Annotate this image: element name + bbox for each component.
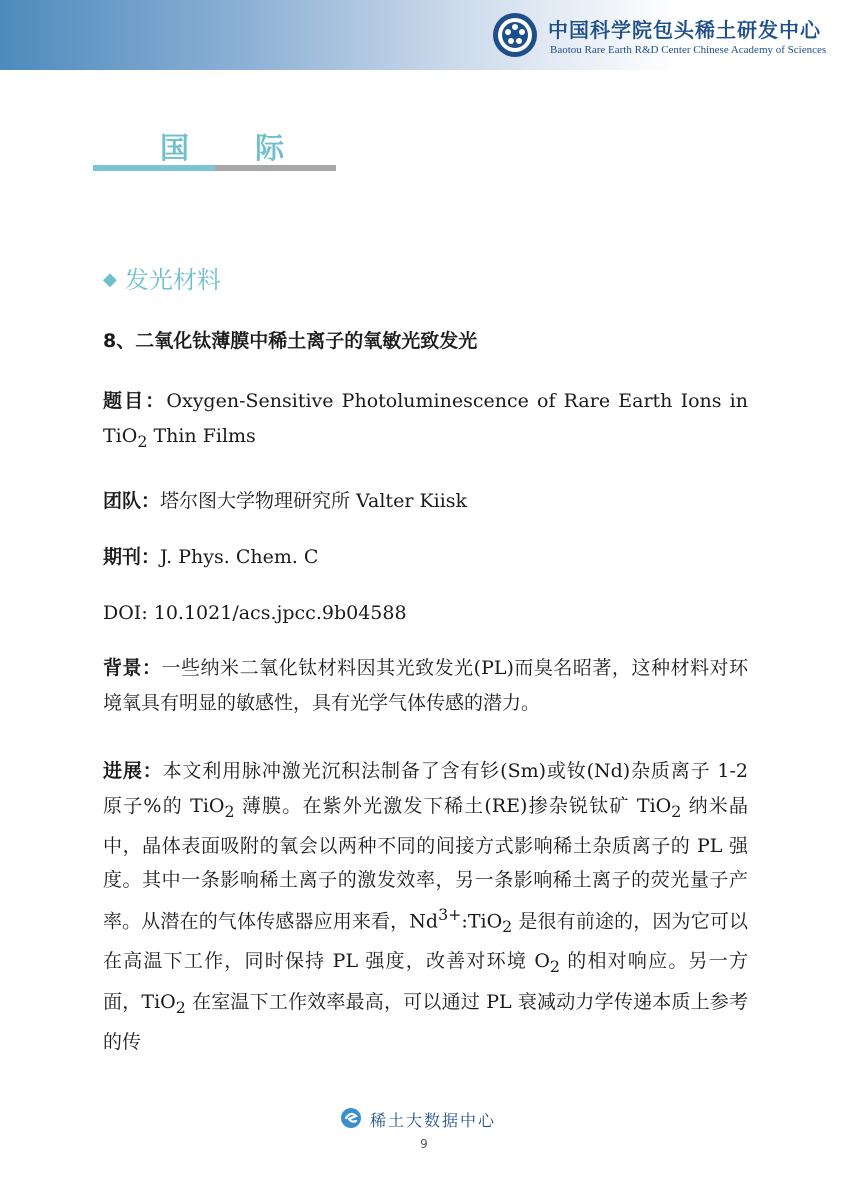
page-number: 9: [420, 1137, 428, 1151]
bigdata-logo-icon: [340, 1107, 362, 1129]
org-name-en: Baotou Rare Earth R&D Center Chinese Academy of Sciences: [550, 44, 827, 56]
subsection-title: 发光材料: [124, 266, 221, 294]
subsection-heading: [103, 260, 221, 295]
title-underline-gray: [215, 165, 336, 171]
journal-paragraph: [103, 540, 748, 575]
progress-paragraph: 进展：本文利用脉冲激光沉积法制备了含有钐(Sm)或钕(Nd)杂质离子 1-2 原子%的 TiO$_2$ 薄膜。在紫外光激发下稀土(RE)掺杂锐钛矿 TiO$_2$ 纳米晶中，晶体表面吸附的氧会以两种不同的间接方式影响稀土杂质离子的 PL 强度。其中一条影响稀土离子的激发效率，另一条影响稀土离子的荧光量子产率。从潜在的气体传感器应用来看，$Nd^{3+}:TiO_2$ 是很有前途的，因为它可以在高温下工作，同时保持 PL 强度，改善对环境 $O_2$ 的相对响应。另一方面，TiO$_2$ 在室温下工作效率最高，可以通过 PL 衰减动力学传递本质上参考的传: [103, 760, 748, 1054]
doi-paragraph: [103, 596, 748, 631]
article-title-paragraph: 题目：Oxygen-Sensitive Photoluminescence of Rare Earth Ions in TiO$_2$ Thin Films: [103, 390, 748, 451]
team-paragraph: [103, 484, 748, 519]
background-text: 一些纳米二氧化钛材料因其光致发光(PL)而臭名昭著，这种材料对环境氧具有明显的敏感性，具有光学气体传感的潜力。: [103, 657, 748, 714]
progress-label: 进展：: [103, 760, 163, 782]
team-text: 塔尔图大学物理研究所 Valter Kiisk: [160, 490, 468, 512]
doi-text: DOI: 10.1021/acs.jpcc.9b04588: [103, 602, 407, 624]
background-label: 背景：: [103, 657, 162, 679]
title-underline-accent: [93, 165, 215, 171]
team-label: 团队：: [103, 490, 161, 512]
journal-label: 期刊：: [103, 546, 161, 568]
section-title: 国 际: [160, 131, 313, 165]
diamond-bullet-icon: ◆: [103, 269, 117, 290]
org-name-cn: 中国科学院包头稀土研发中心: [548, 18, 821, 42]
background-paragraph: [103, 651, 748, 720]
title-text: Oxygen-Sensitive Photoluminescence of Rare Earth Ions in TiO: [103, 390, 748, 447]
article-heading: 8、二氧化钛薄膜中稀土离子的氧敏光致发光: [103, 330, 478, 352]
cas-logo-icon: [492, 12, 538, 58]
title-label: 题目：: [103, 390, 167, 412]
journal-text: J. Phys. Chem. C: [160, 546, 319, 568]
footer-brand: 稀土大数据中心: [370, 1111, 497, 1130]
